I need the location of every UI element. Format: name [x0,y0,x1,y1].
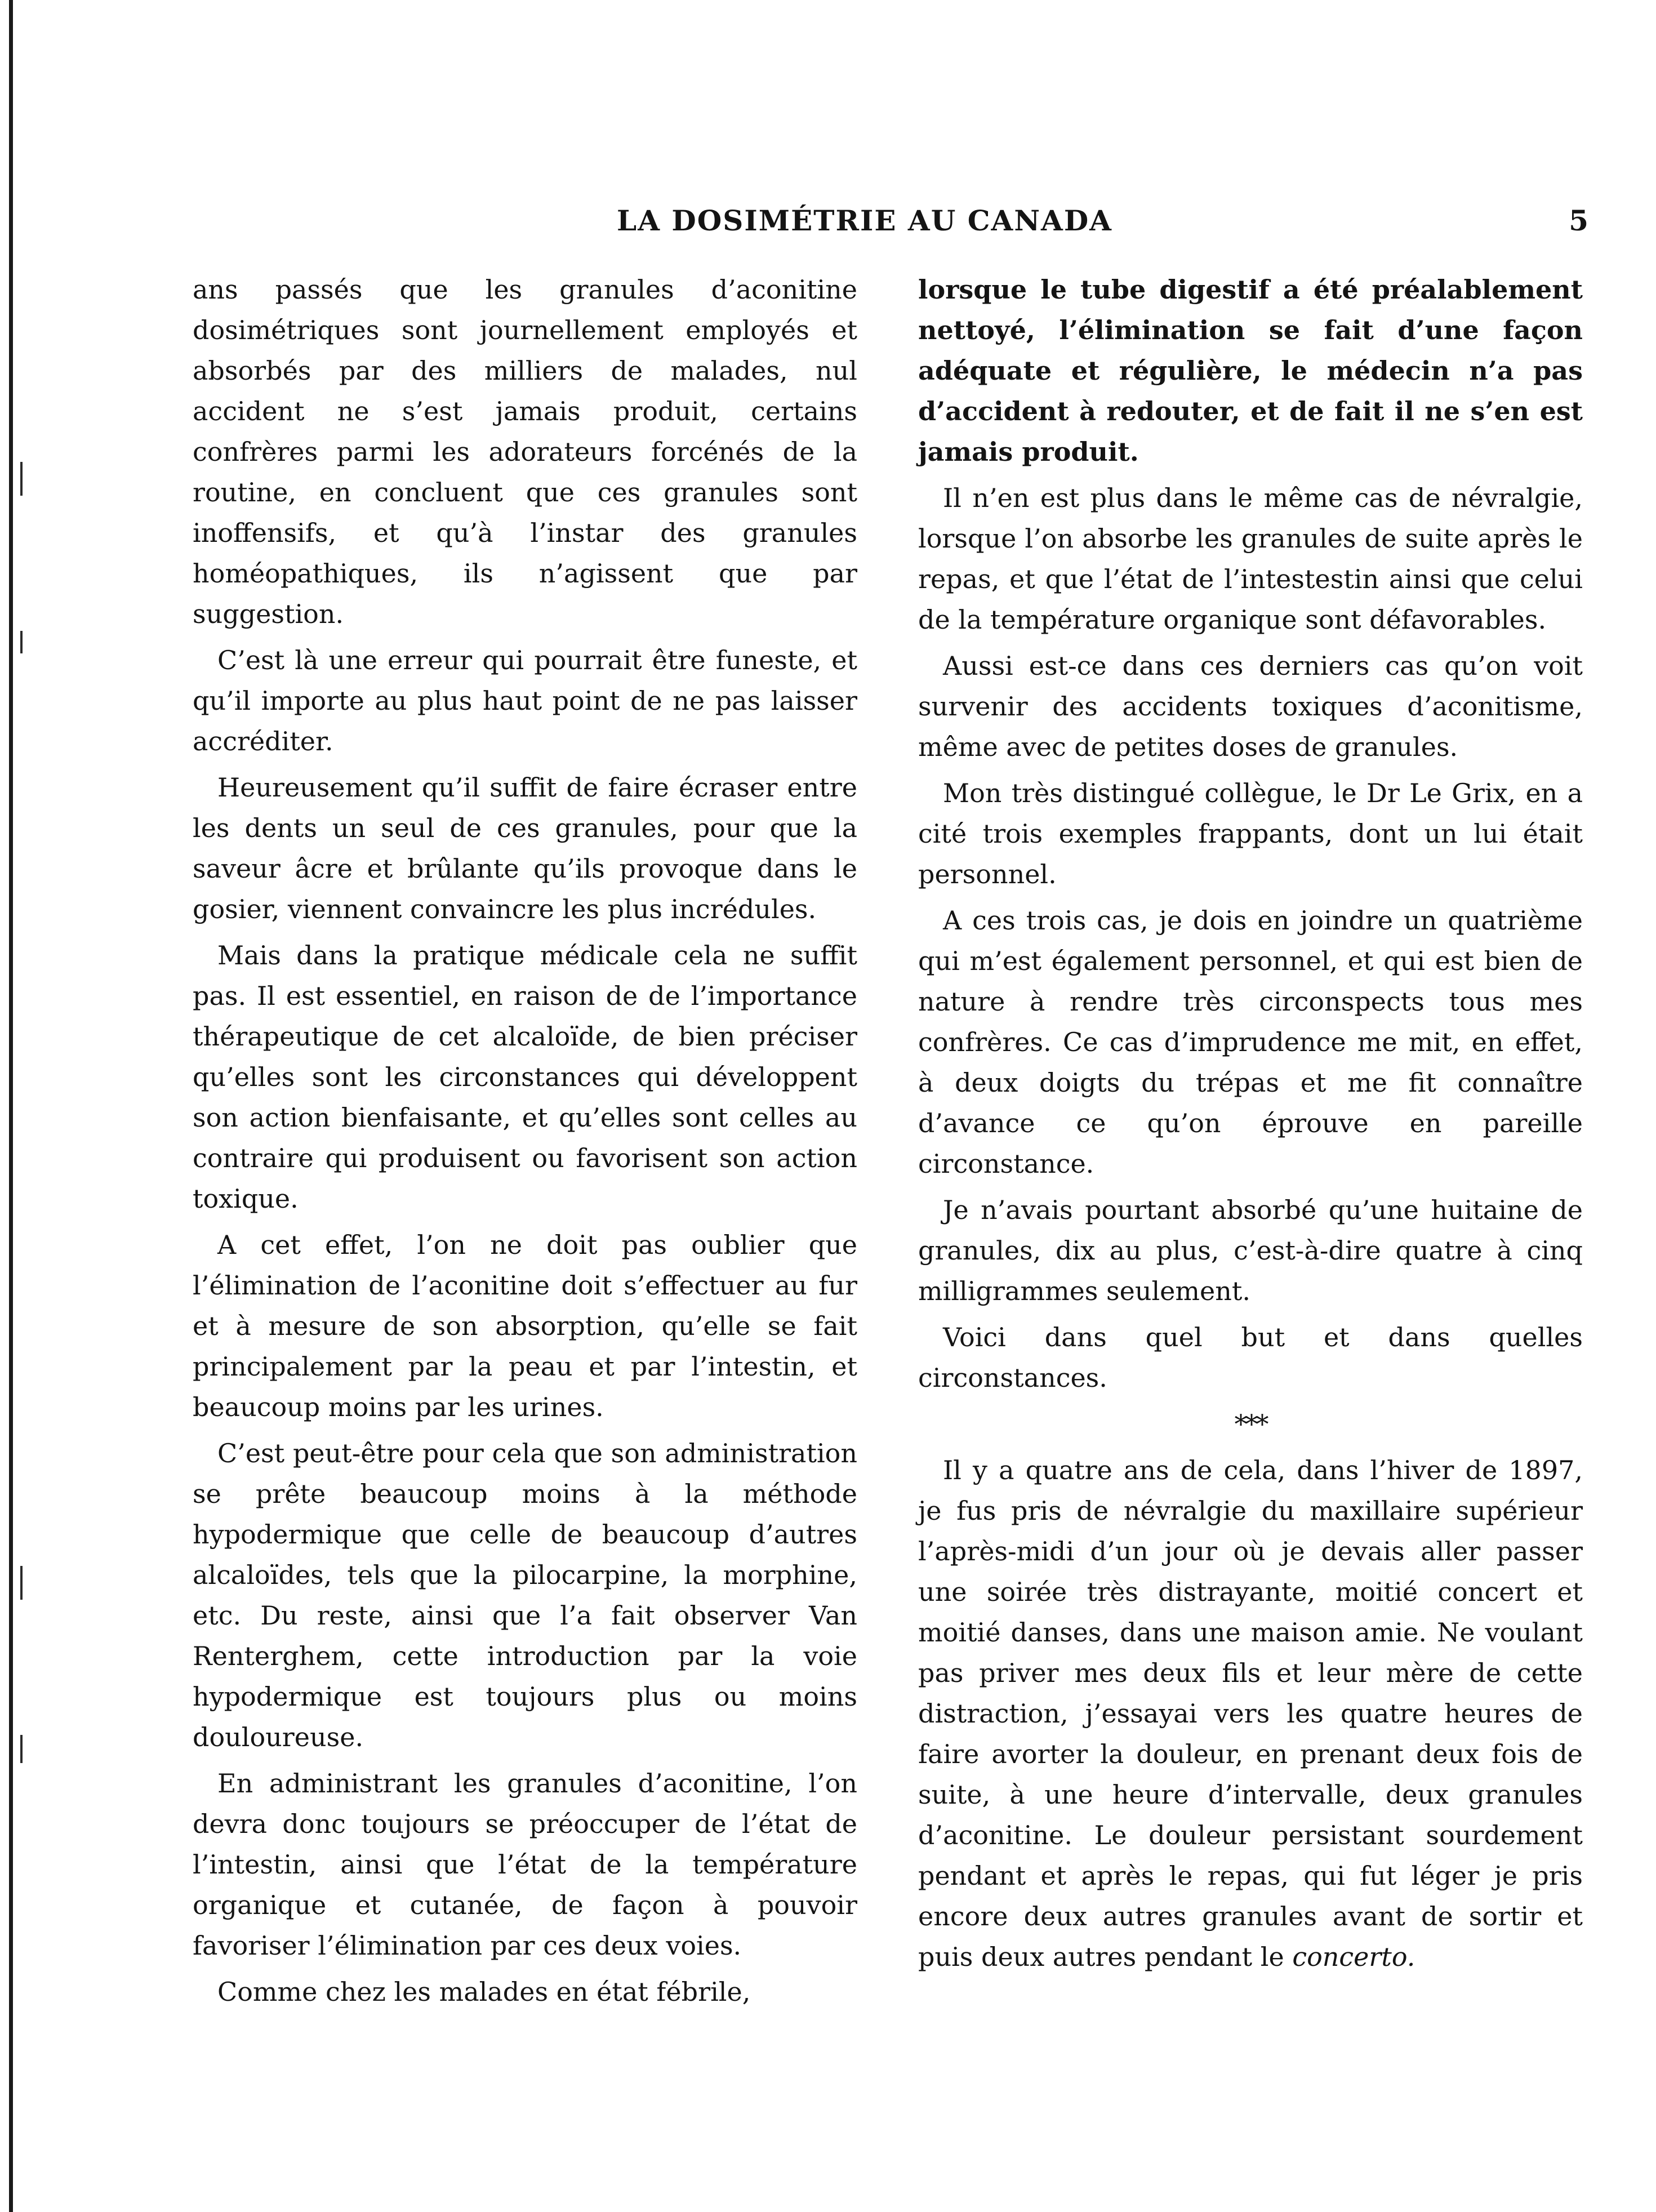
binding-mark [20,1566,23,1600]
paragraph-closing [918,1450,1583,1977]
paragraph: Heureusement qu’il suffit de faire écraser entre les dents un seul de ces granules, pour que la saveur âcre et brûlante qu’ils provoque dans le gosier, viennent convaincre les plus incrédules. [193,772,857,924]
section-separator: *** [1234,1409,1267,1439]
paragraph: Mais dans la pratique médicale cela ne suffit pas. Il est essentiel, en raison de de l’importance thérapeutique de cet alcaloïde, de bien préciser qu’elles sont les circonstances qui développent son action bienfaisante, et qu’elles sont celles au contraire qui produisent ou favorisent son action toxique. [193,940,857,1214]
running-title: LA DOSIMÉTRIE AU CANADA [617,204,1112,237]
paragraph: Comme chez les malades en état fébrile, [217,1977,751,2007]
paragraph: En administrant les granules d’aconitine, l’on devra donc toujours se préoccuper de l’état de l’intestin, ainsi que l’état de la température organique et cutanée, de façon à pouvoir favoriser l’élimination par ces deux voies. [193,1768,857,1961]
paragraph: Il n’en est plus dans le même cas de névralgie, lorsque l’on absorbe les granules de suite après le repas, et que l’état de l’intestestin ainsi que celui de la température organique sont défavorables. [918,483,1583,635]
paragraph: Aussi est-ce dans ces derniers cas qu’on voit survenir des accidents toxiques d’aconitisme, même avec de petites doses de granules. [918,651,1583,762]
paragraph: A ces trois cas, je dois en joindre un quatrième qui m’est également personnel, et qui est bien de nature à rendre très circonspects tous mes confrères. Ce cas d’imprudence me mit, en effet, à deux doigts du trépas et me fit connaître d’avance ce qu’on éprouve en pareille circonstance. [918,905,1583,1179]
left-column [193,269,857,2018]
paragraph: C’est peut-être pour cela que son administration se prête beaucoup moins à la méthode hypodermique que celle de beaucoup d’autres alcaloïdes, tels que la pilocarpine, la morphine, etc. Du reste, ainsi que l’a fait observer Van Renterghem, cette introduction par la voie hypodermique est toujours plus ou moins douloureuse. [193,1438,857,1752]
right-column [918,269,1583,1983]
paragraph: C’est là une erreur qui pourrait être funeste, et qu’il importe au plus haut point de ne pas laisser accréditer. [193,645,857,756]
paragraph: Voici dans quel but et dans quelles circonstances. [918,1322,1583,1393]
binding-mark [20,462,23,496]
closing-text: Il y a quatre ans de cela, dans l’hiver de 1897, je fus pris de névralgie du maxillaire supérieur l’après-midi d’un jour où je devais aller passer une soirée très distrayante, moitié concert et moitié danses, dans une maison amie. Ne voulant pas priver mes deux fils et leur mère de cette distraction, j’essayai vers les quatre heures de faire avorter la douleur, en prenant deux fois de suite, à une heure d’intervalle, deux granules d’aconitine. Le douleur persistant sourdement pendant et après le repas, qui fut léger je pris encore deux autres granules avant de sortir et puis deux autres pendant le [918,1455,1583,1972]
page-binding-edge [9,0,13,2212]
paragraph: ans passés que les granules d’aconitine dosimétriques sont journellement employés et absorbés par des milliers de malades, nul accident ne s’est jamais produit, certains confrères parmi les adorateurs forcénés de la routine, en concluent que ces granules sont inoffensifs, et qu’à l’instar des granules homéopathiques, ils n’agissent que par suggestion. [193,274,857,629]
paragraph: A cet effet, l’on ne doit pas oublier que l’élimination de l’aconitine doit s’effectuer au fur et à mesure de son absorption, qu’elle se fait principalement par la peau et par l’intestin, et beaucoup moins par les urines. [193,1230,857,1422]
closing-italic-word: concerto. [1292,1942,1415,1972]
binding-mark [20,631,23,653]
paragraph: lorsque le tube digestif a été préalablement nettoyé, l’élimination se fait d’une façon adéquate et régulière, le médecin n’a pas d’accident à redouter, et de fait il ne s’en est jamais produit. [918,274,1583,467]
paragraph: Mon très distingué collègue, le Dr Le Grix, en a cité trois exemples frappants, dont un lui était personnel. [918,778,1583,889]
paragraph: Je n’avais pourtant absorbé qu’une huitaine de granules, dix au plus, c’est-à-dire quatre à cinq milligrammes seulement. [918,1195,1583,1306]
binding-mark [20,1735,23,1763]
page-number: 5 [1569,204,1588,237]
